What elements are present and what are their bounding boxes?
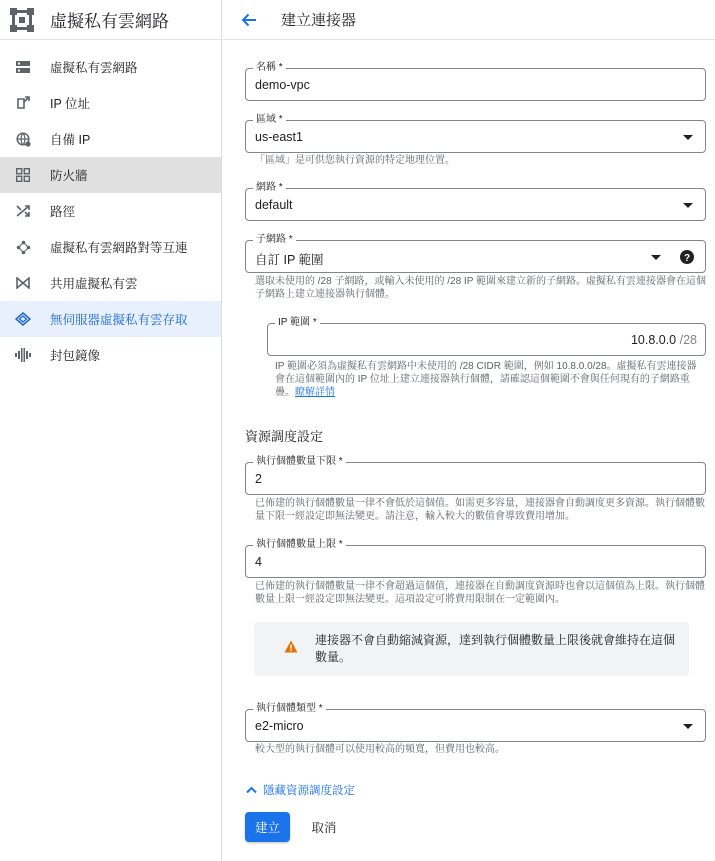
- instance-type-hint: 較大型的執行個體可以使用較高的頻寬，但費用也較高。: [255, 744, 505, 755]
- sidebar: [0, 0, 222, 861]
- warning-alert: [254, 622, 689, 676]
- dropdown-arrow-icon: [683, 724, 693, 729]
- ip-range-field[interactable]: [267, 317, 706, 356]
- sidebar-item-ip-addresses[interactable]: [0, 85, 221, 121]
- hide-scaling-settings-toggle[interactable]: [246, 782, 355, 798]
- region-value: us-east1: [255, 130, 303, 144]
- sidebar-item-label: 虛擬私有雲網路: [50, 61, 138, 75]
- sidebar-item-label: 無伺服器虛擬私有雲存取: [50, 313, 188, 327]
- vpc-logo-icon: [8, 6, 36, 34]
- page-title: 建立連接器: [281, 12, 357, 29]
- network-label: 網路 *: [253, 182, 286, 194]
- sidebar-item-byoip[interactable]: [0, 121, 221, 157]
- sidebar-item-vpc-networks[interactable]: [0, 49, 221, 85]
- sidebar-item-label: 共用虛擬私有雲: [50, 277, 138, 291]
- region-select[interactable]: [245, 114, 706, 153]
- dropdown-arrow-icon: [683, 203, 693, 208]
- instance-type-select[interactable]: [245, 703, 706, 742]
- network-select[interactable]: [245, 182, 706, 221]
- help-icon[interactable]: [680, 250, 694, 264]
- create-button[interactable]: 建立: [245, 812, 290, 842]
- sidebar-item-shared-vpc[interactable]: [0, 265, 221, 301]
- dropdown-arrow-icon: [651, 255, 661, 260]
- min-instances-hint: 已佈建的執行個體數量一律不會低於這個值。如需更多容量，連接器會自動調度更多資源。執行個體數量下限一經設定即無法變更。請注意，輸入較大的數值會導致費用增加。: [255, 498, 705, 522]
- sidebar-item-label: 虛擬私有雲網路對等互連: [50, 241, 188, 255]
- region-label: 區域 *: [253, 114, 286, 126]
- dropdown-arrow-icon: [683, 135, 693, 140]
- region-hint: 「區域」是可供您執行資源的特定地理位置。: [255, 155, 455, 166]
- globe-icon: [14, 130, 32, 148]
- sidebar-item-label: 封包鏡像: [50, 349, 101, 363]
- name-value: demo-vpc: [255, 78, 310, 92]
- subnet-hint: 選取未使用的 /28 子網路，或輸入未使用的 /28 IP 範圍來建立新的子網路。虛擬私有雲連接器會在這個子網路上建立連接器執行個體。: [255, 276, 706, 300]
- routes-icon: [14, 202, 32, 220]
- ip-range-input-text: 10.8.0.0: [630, 333, 677, 347]
- svg-text:?: ?: [683, 252, 691, 264]
- ip-range-hint-text: IP 範圍必須為虛擬私有雲網路中未使用的 /28 CIDR 範圍，例如 10.8.0.0/28。虛擬私有雲連接器會在這個範圍內的 IP 位址上建立連接器執行個體，請確認這個範圍不會與任何現有的子網路重疊。: [275, 361, 697, 398]
- sidebar-item-peering[interactable]: [0, 229, 221, 265]
- sidebar-item-label: 自備 IP: [50, 133, 91, 147]
- ip-range-suffix: /28: [676, 333, 697, 347]
- peering-icon: [14, 238, 32, 256]
- sidebar-nav: [0, 49, 221, 373]
- cancel-button[interactable]: 取消: [311, 821, 337, 835]
- learn-more-link[interactable]: 瞭解詳情: [295, 387, 335, 398]
- warning-icon: [284, 640, 298, 653]
- name-label: 名稱 *: [253, 62, 286, 74]
- sidebar-item-firewall[interactable]: [0, 157, 221, 193]
- instance-type-label: 執行個體類型 *: [253, 703, 326, 715]
- shared-vpc-icon: [14, 274, 32, 292]
- name-field[interactable]: [245, 62, 706, 101]
- max-instances-value: 4: [255, 555, 262, 569]
- page-header: [223, 0, 715, 40]
- network-value: default: [255, 198, 293, 212]
- vpc-network-icon: [14, 58, 32, 76]
- firewall-icon: [14, 166, 32, 184]
- ip-address-icon: [14, 94, 32, 112]
- sidebar-item-packet-mirroring[interactable]: [0, 337, 221, 373]
- warning-message: 連接器不會自動縮減資源，達到執行個體數量上限後就會維持在這個數量。: [315, 633, 676, 664]
- sidebar-header: [0, 0, 221, 40]
- sidebar-item-label: 防火牆: [50, 169, 88, 183]
- hide-scaling-settings-label: 隱藏資源調度設定: [263, 785, 355, 797]
- ip-range-value: [631, 333, 697, 347]
- subnet-select[interactable]: [245, 234, 706, 273]
- max-instances-field[interactable]: [245, 539, 706, 578]
- max-instances-label: 執行個體數量上限 *: [253, 539, 346, 551]
- sidebar-item-label: 路徑: [50, 205, 76, 219]
- sidebar-item-label: IP 位址: [50, 97, 91, 111]
- arrow-back-icon: [241, 12, 257, 28]
- sidebar-item-routes[interactable]: [0, 193, 221, 229]
- subnet-value: 自訂 IP 範圍: [255, 253, 324, 267]
- min-instances-field[interactable]: [245, 456, 706, 495]
- ip-range-hint: [275, 360, 700, 399]
- max-instances-hint: 已佈建的執行個體數量一律不會超過這個值，連接器在自動調度資源時也會以這個值為上限。執行個體數量上限一經設定即無法變更。這項設定可將費用限制在一定範圍內。: [255, 581, 705, 605]
- sidebar-title: 虛擬私有雲網路: [50, 12, 169, 31]
- instance-type-value: e2-micro: [255, 719, 304, 733]
- min-instances-label: 執行個體數量下限 *: [253, 456, 346, 468]
- scaling-section-title: 資源調度設定: [245, 429, 324, 444]
- packet-mirroring-icon: [14, 346, 32, 364]
- back-button[interactable]: [237, 8, 261, 32]
- chevron-up-icon: [246, 786, 257, 794]
- sidebar-item-serverless-vpc-access[interactable]: [0, 301, 221, 337]
- ip-range-label: IP 範圍 *: [275, 317, 320, 329]
- min-instances-value: 2: [255, 472, 262, 486]
- subnet-label: 子網路 *: [253, 234, 296, 246]
- serverless-icon: [14, 310, 32, 328]
